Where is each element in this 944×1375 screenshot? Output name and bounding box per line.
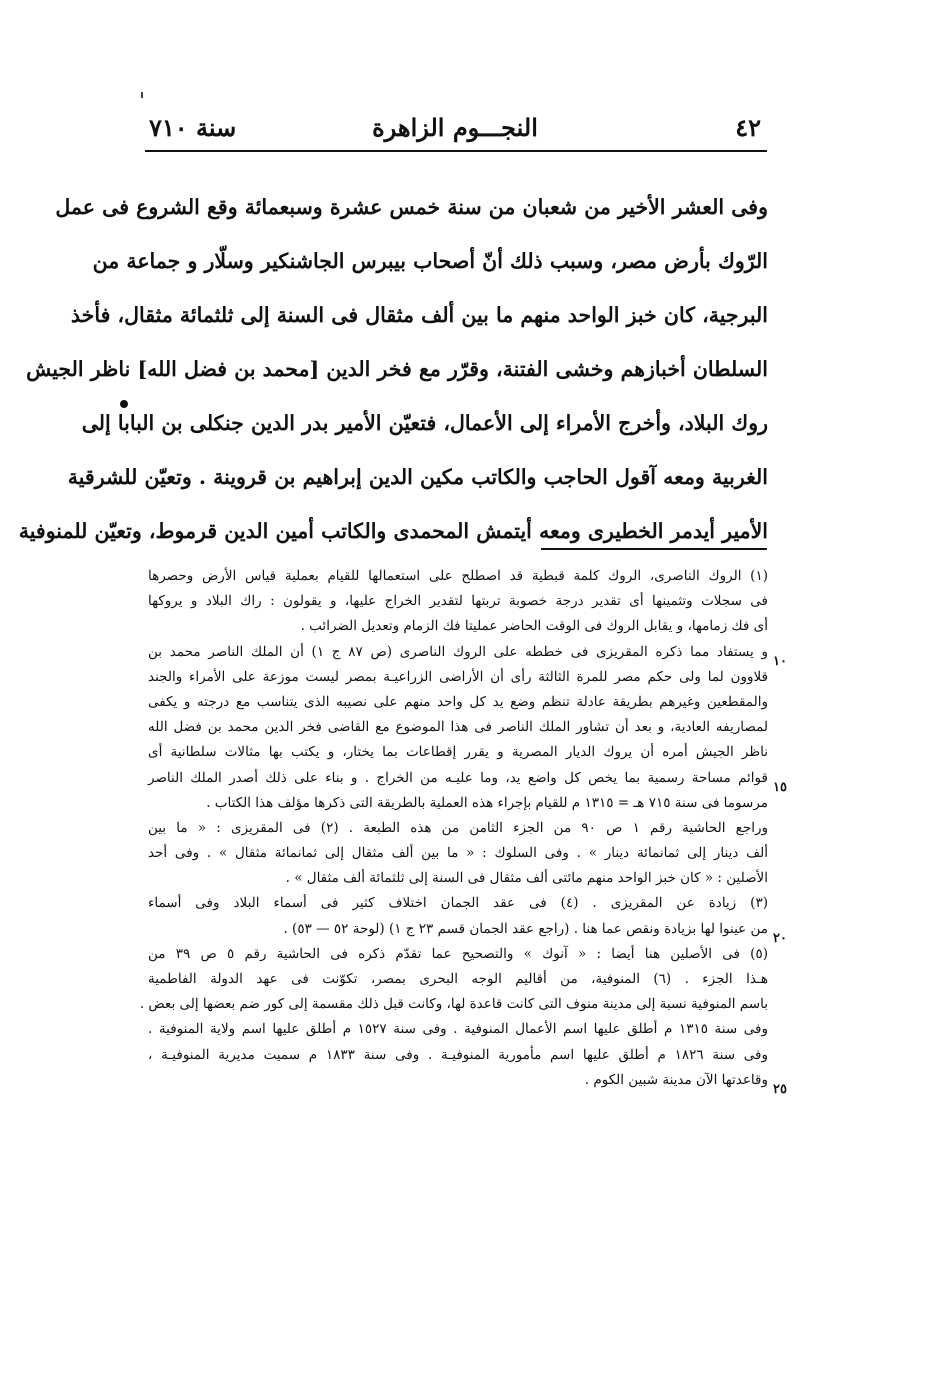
header-title: النجـــوم الزاهرة [372, 113, 538, 142]
text-line: وفى العشر الأخير من شعبان من سنة خمس عشرة وسبعمائة وقع الشروع فى عمل [55, 195, 768, 219]
footnote-line: (٥) فى الأصلين هنا أيضا : « آنوك » والتصحيح عما تقدّم ذكره فى الحاشية رقم ٥ ص ٣٩ من [148, 945, 768, 962]
margin-bullet [120, 400, 128, 408]
text-line: السلطان أخبازهم وخشى الفتنة، وقرّر مع فخر الدين [محمد بن فضل الله] ناظر الجيش [26, 357, 768, 381]
footnotes [139, 564, 769, 1093]
footnote-separator [541, 548, 767, 550]
footnote-line: و يستفاد مما ذكره المقريزى فى خططه على الروك الناصرى (ص ٨٧ ج ١) أن الملك الناصر محمد بن [148, 643, 769, 660]
header-year: سنة ٧١٠ [149, 113, 237, 142]
header-rule [145, 150, 767, 152]
footnote-line: مرسوما فى سنة ٧١٥ هـ = ١٣١٥ م للقيام بإجراء هذه العملية بالطريقة التى ذكرها مؤلف هذا الكتاب . [206, 794, 768, 811]
margin-mark [141, 92, 143, 98]
footnote-line: وفى سنة ١٨٢٦ م أطلق عليها اسم مأمورية المنوفيـة . وفى سنة ١٨٣٣ م سميت مديرية المنوفيـة ، [148, 1046, 769, 1063]
footnote-line: باسم المنوفية نسبة إلى مدينة منوف التى كانت قاعدة لها، وكانت قبل ذلك مقسمة إلى كور ضم بعضها إلى بعض . [139, 996, 768, 1013]
footnote-line: وفى سنة ١٣١٥ م أطلق عليها اسم الأعمال المنوفية . وفى سنة ١٥٢٧ م أطلق عليها اسم ولاية المنوفية . [148, 1021, 768, 1038]
text-line: روك البلاد، وأخرج الأمراء إلى الأعمال، فتعيّن الأمير بدر الدين جنكلى بن البابا إلى [81, 411, 768, 435]
footnote-line: وقاعدتها الآن مدينة شبين الكوم . [584, 1071, 768, 1088]
footnote-line: وراجع الحاشية رقم ١ ص ٩٠ من الجزء الثامن من هذه الطبعة . (٢) فى المقريزى : « ما بين [148, 819, 769, 836]
line-number-20: ٢٠ [773, 931, 787, 946]
footnote-line: الأصلين : « كان خبز الواحد منهم مائتى ألف مثقال فى السنة إلى ثلثمائة ألف مثقال » . [285, 870, 768, 887]
footnote-line: قوائم مساحة رسمية بما يخص كل واضع يد، وما عليـه من الخراج . و بناء على ذلك أصدر الملك الناصر [148, 769, 768, 786]
footnote-line: قلاوون لما ولى حكم مصر للمرة الثالثة رأى أن الأراضى الزراعيـة بمصر ليست موزعة على الأمراء والجند [148, 668, 768, 685]
footnote-line: فى سجلات وتثمينها أى تقدير درجة خصوبة تربتها لتقدير الخراج عليها، و يقولون : راك البلاد و يروكها [148, 593, 768, 610]
line-number-25: ٢٥ [773, 1082, 787, 1097]
line-number-10: ١٠ [773, 654, 787, 669]
footnote-line: لمصاريفه العادية، و بعد أن تشاور الملك الناصر فى هذا الموضوع مع القاضى فخر الدين محمد بن فضل الله [148, 719, 768, 736]
footnote-line: ناظر الجيش أمره أن يروك الديار المصرية و يقرر إقطاعات بما يختار، و يكتب بها مثالات سلطانية أى [148, 744, 768, 761]
footnote-line: ألف دينار إلى ثمانمائة دينار » . وفى السلوك : « ما بين ألف مثقال إلى ثمانمائة مثقال » . وفى أحد [148, 845, 768, 862]
page-number: ٤٢ [735, 113, 761, 142]
footnote-line: والمقطعين وغيرهم بطريقة عادلة تنظم وضع يد كل واحد منهم على نصيبه الذى يتناسب مع درجته و يكفى [148, 693, 768, 710]
line-number-15: ١٥ [773, 780, 787, 795]
footnote-line: من عينوا لها بزيادة ونقص عما هنا . (راجع عقد الجمان قسم ٢٣ ج ١) (لوحة ٥٢ — ٥٣) . [283, 920, 768, 937]
text-line: الغربية ومعه آقول الحاجب والكاتب مكين الدين إبراهيم بن قروينة . وتعيّن للشرقية [67, 465, 768, 489]
text-line: الرّوك بأرض مصر، وسبب ذلك أنّ أصحاب بيبرس الجاشنكير وسلّار و جماعة من [92, 249, 768, 273]
footnote-line: (٣) زيادة عن المقريزى . (٤) فى عقد الجمان اختلاف كثير فى أسماء البلاد وفى أسماء [148, 895, 768, 912]
footnote-line: أى فك زمامها، و يقابل الروك فى الوقت الحاضر عمليتا فك الزمام وتعديل الضرائب . [300, 618, 768, 635]
footnote-line: هـذا الجزء . (٦) المنوفية، من أقاليم الوجه البحرى بمصر، تكوّنت فى عهد الدولة الفاطمية [148, 971, 769, 987]
running-header [145, 110, 765, 146]
footnote-line: (١) الروك الناصرى، الروك كلمة قبطية قد اصطلح على استعمالها للقيام بعملية قياس الأرض وحصرها [148, 568, 768, 584]
text-line: الأمير أيدمر الخطيرى ومعه أيتمش المحمدى والكاتب أمين الدين قرموط، وتعيّن للمنوفية [18, 519, 768, 543]
text-line: البرجية، كان خبز الواحد منهم ما بين ألف مثقال فى السنة إلى ثلثمائة مثقال، فأخذ [70, 303, 768, 327]
main-text [18, 180, 768, 558]
